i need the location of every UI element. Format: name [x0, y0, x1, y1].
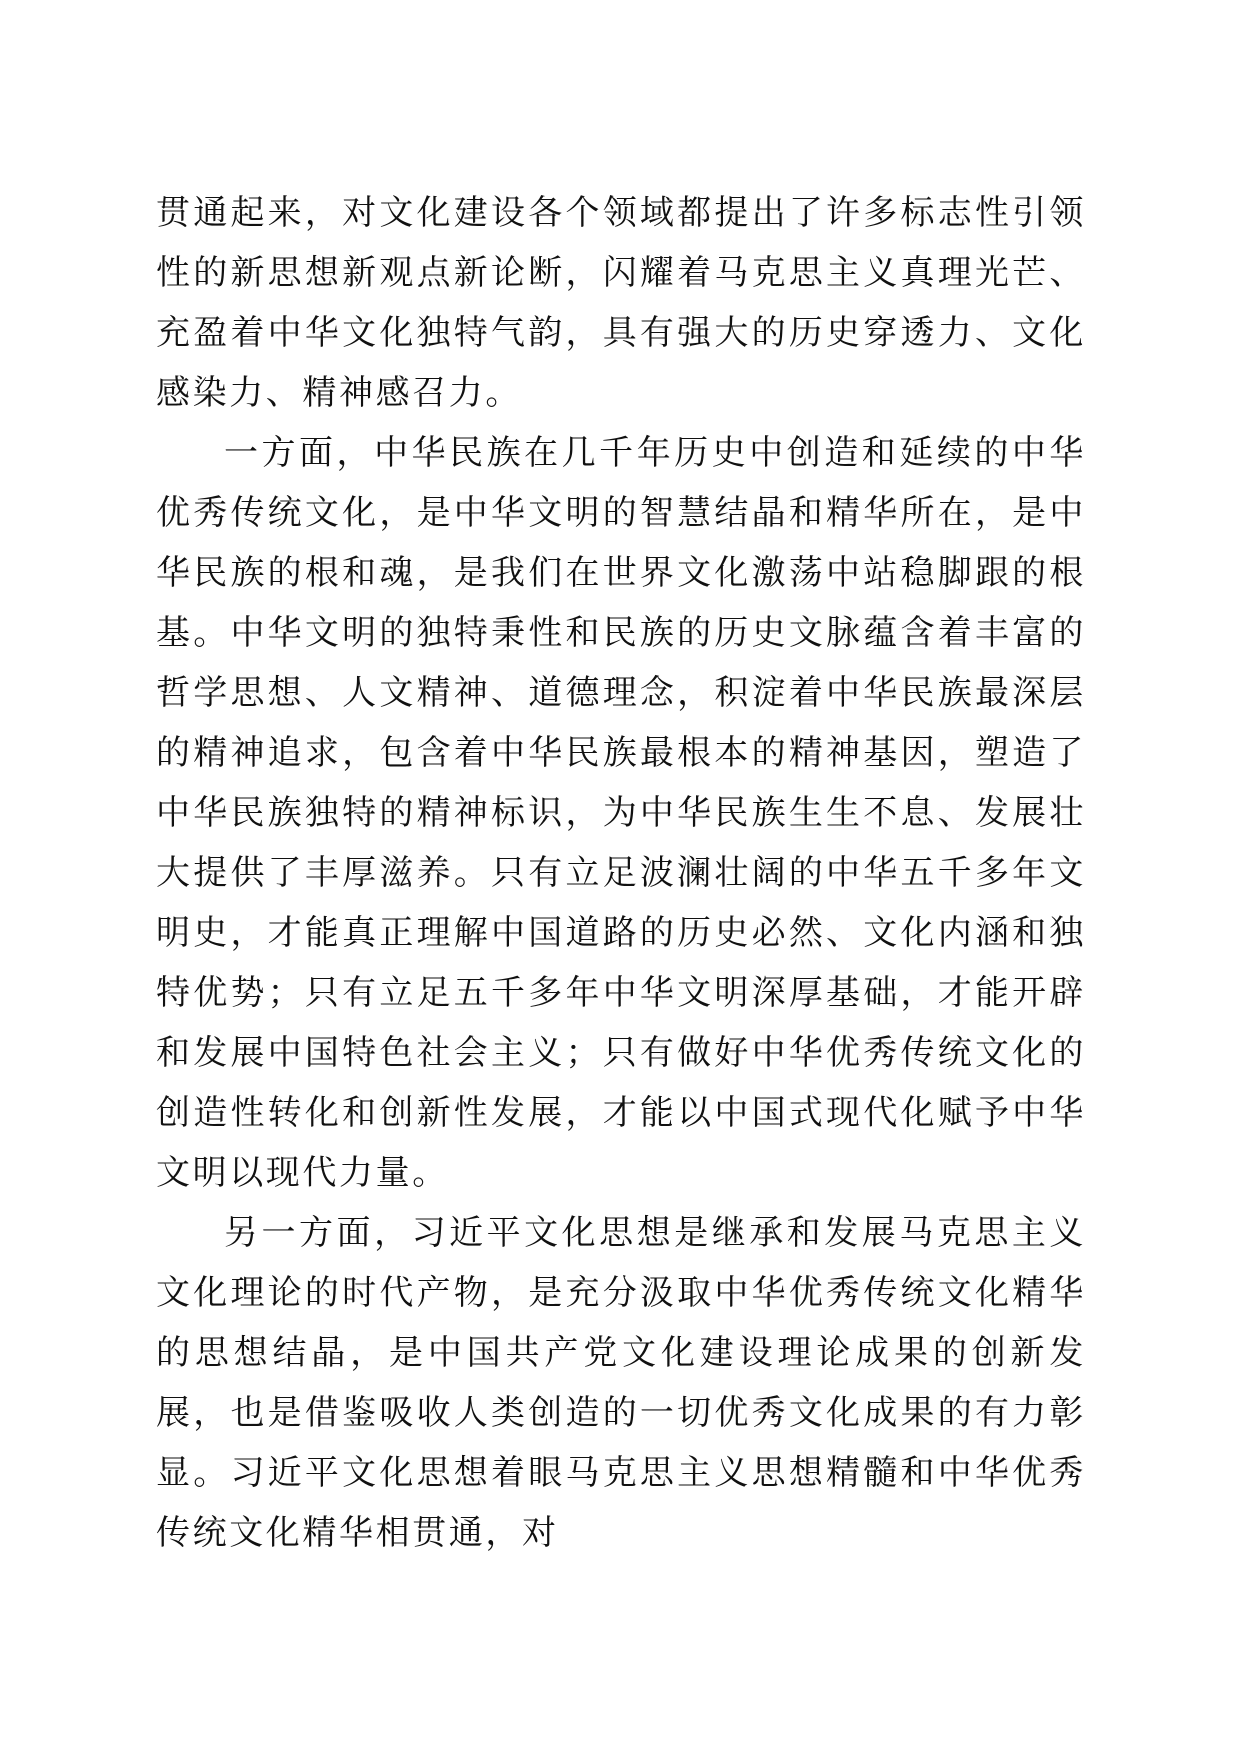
- paragraph-1: 贯通起来，对文化建设各个领域都提出了许多标志性引领性的新思想新观点新论断，闪耀着马克思主义真理光芒、充盈着中华文化独特气韵，具有强大的历史穿透力、文化感染力、精神感召力。: [156, 193, 1086, 413]
- document-body: [156, 183, 1086, 1563]
- paragraph-2: 一方面，中华民族在几千年历史中创造和延续的中华优秀传统文化，是中华文明的智慧结晶和精华所在，是中华民族的根和魂，是我们在世界文化激荡中站稳脚跟的根基。中华文明的独特秉性和民族的历史文脉蕴含着丰富的哲学思想、人文精神、道德理念，积淀着中华民族最深层的精神追求，包含着中华民族最根本的精神基因，塑造了中华民族独特的精神标识，为中华民族生生不息、发展壮大提供了丰厚滋养。只有立足波澜壮阔的中华五千多年文明史，才能真正理解中国道路的历史必然、文化内涵和独特优势；只有立足五千多年中华文明深厚基础，才能开辟和发展中国特色社会主义；只有做好中华优秀传统文化的创造性转化和创新性发展，才能以中国式现代化赋予中华文明以现代力量。: [156, 433, 1086, 1193]
- paragraph-3: 另一方面，习近平文化思想是继承和发展马克思主义文化理论的时代产物，是充分汲取中华优秀传统文化精华的思想结晶，是中国共产党文化建设理论成果的创新发展，也是借鉴吸收人类创造的一切优秀文化成果的有力彰显。习近平文化思想着眼马克思主义思想精髓和中华优秀传统文化精华相贯通，对: [156, 1213, 1086, 1553]
